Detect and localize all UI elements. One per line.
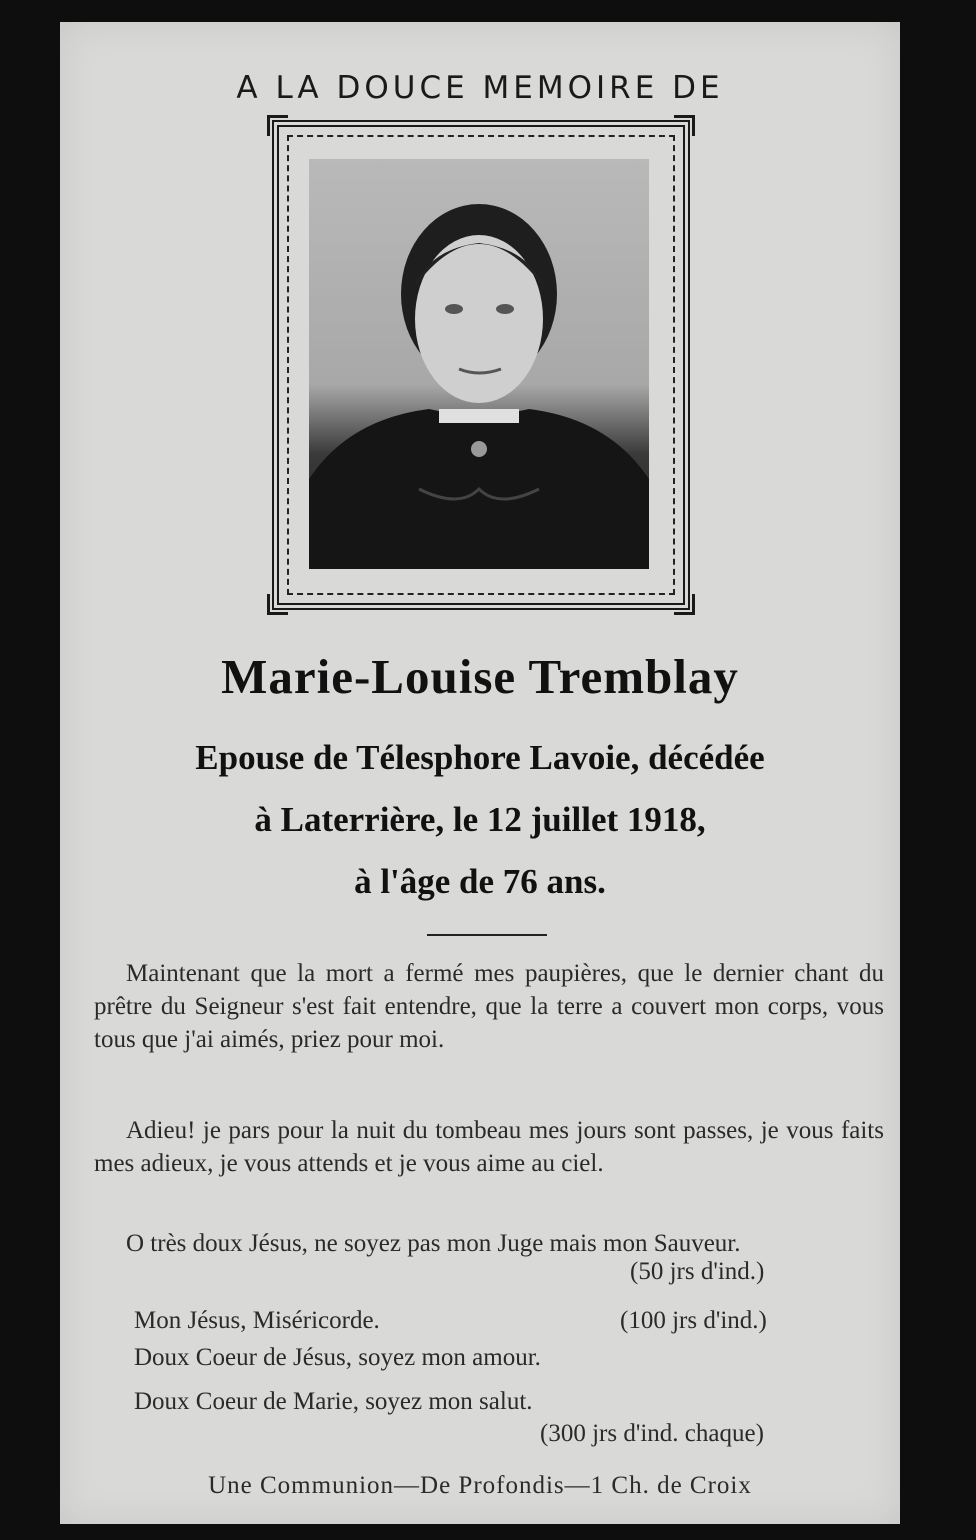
portrait-image	[309, 159, 649, 569]
frame-corner-ornament	[267, 115, 288, 136]
frame-corner-ornament	[674, 594, 695, 615]
portrait-frame	[272, 120, 690, 610]
prayer-line-1: Mon Jésus, Miséricorde.	[134, 1307, 380, 1334]
indulgence-note-3: (300 jrs d'ind. chaque)	[540, 1420, 764, 1447]
prayer-paragraph-2: Adieu! je pars pour la nuit du tombeau mes jours sont passes, je vous faits mes adieux, je vous attends et je vous aime au ciel.	[94, 1117, 884, 1177]
card-heading: A LA DOUCE MEMOIRE DE	[236, 70, 724, 106]
prayer-line-3: Doux Coeur de Marie, soyez mon salut.	[134, 1388, 533, 1415]
age-at-death: à l'âge de 76 ans.	[354, 862, 606, 901]
portrait-photo	[309, 159, 649, 569]
prayer-paragraph-3: O très doux Jésus, ne soyez pas mon Juge mais mon Sauveur.	[126, 1230, 741, 1257]
prayer-line-2: Doux Coeur de Jésus, soyez mon amour.	[134, 1344, 541, 1371]
indulgence-note-2: (100 jrs d'ind.)	[620, 1307, 767, 1334]
frame-corner-ornament	[267, 594, 288, 615]
death-place-date: à Laterrière, le 12 juillet 1918,	[254, 800, 706, 839]
card-footer: Une Communion—De Profondis—1 Ch. de Croix	[208, 1472, 752, 1499]
frame-corner-ornament	[674, 115, 695, 136]
prayer-paragraph-1: Maintenant que la mort a fermé mes paupières, que le dernier chant du prêtre du Seigneur s'est fait entendre, que la terre a couvert mon corps, vous tous que j'ai aimés, priez pour moi.	[94, 960, 884, 1053]
spouse-line: Epouse de Télesphore Lavoie, décédée	[195, 738, 765, 777]
indulgence-note-1: (50 jrs d'ind.)	[630, 1258, 765, 1285]
memorial-card	[60, 22, 900, 1524]
divider	[427, 934, 547, 936]
deceased-name: Marie-Louise Tremblay	[221, 649, 739, 704]
